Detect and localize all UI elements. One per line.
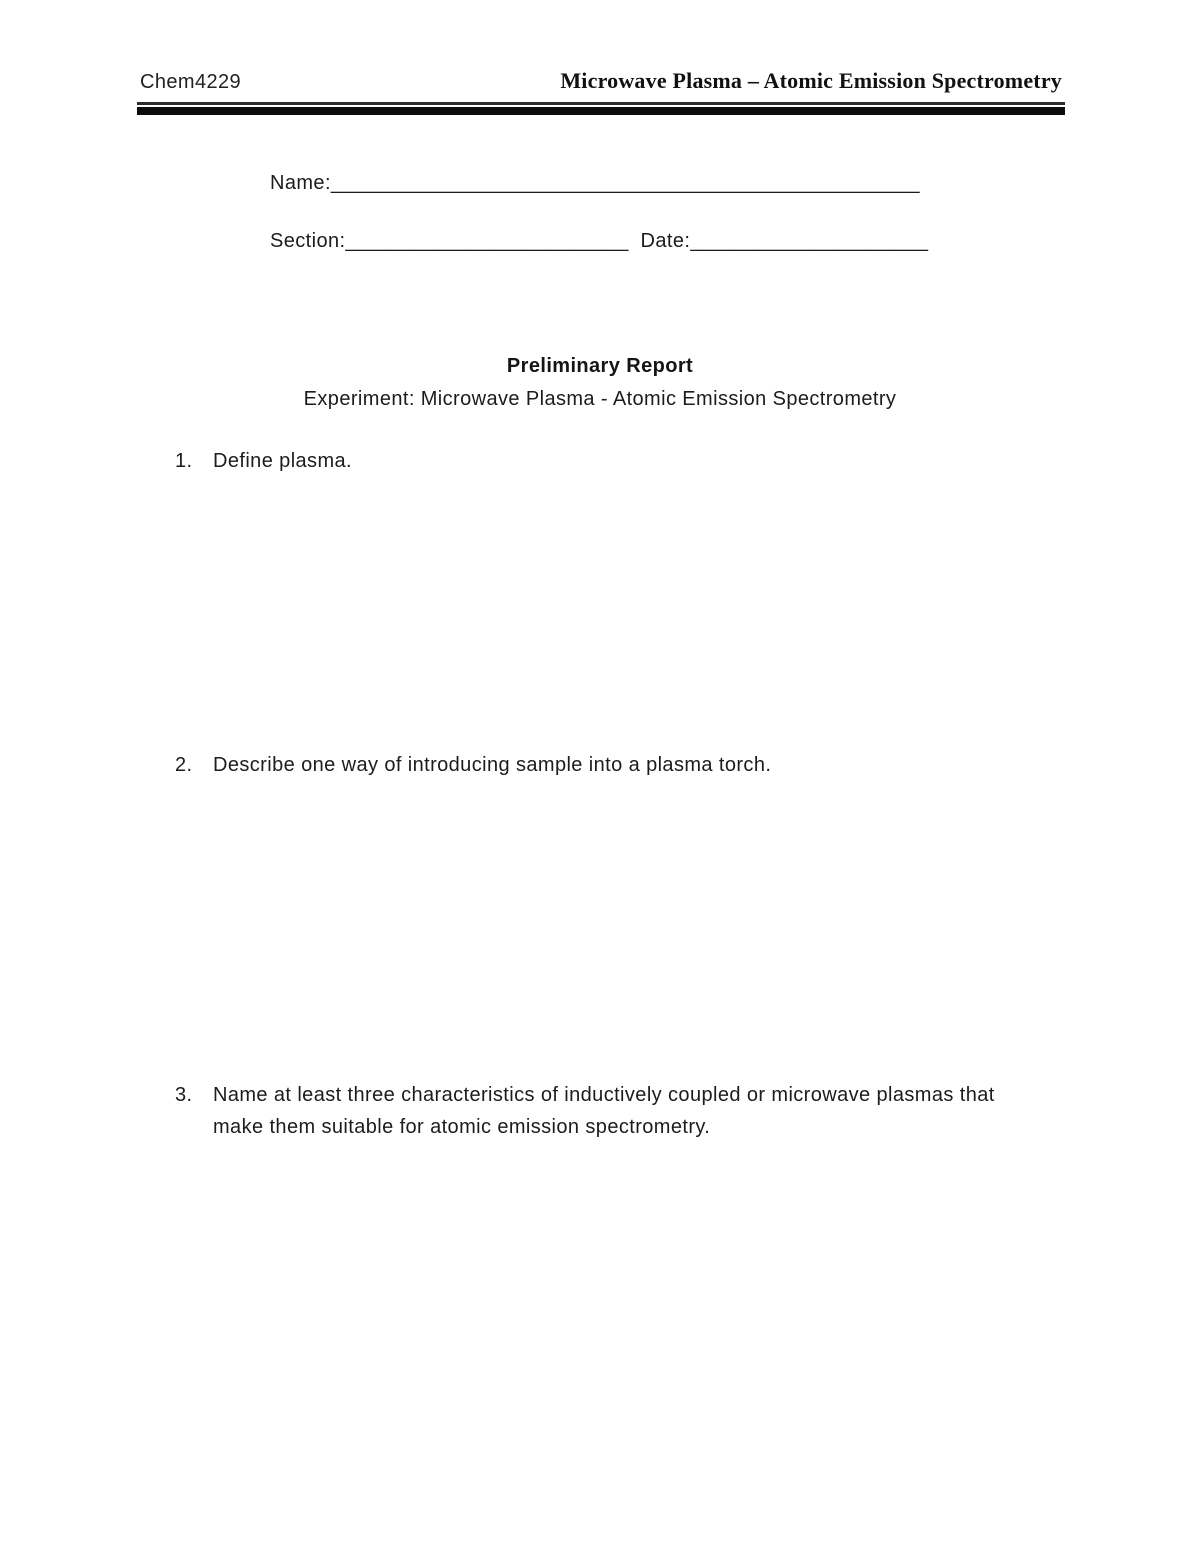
course-code: Chem4229 [140, 71, 242, 93]
question-2-number: 2. [175, 754, 193, 776]
divider-thick-line [137, 107, 1065, 115]
question-2-text: Describe one way of introducing sample into a plasma torch. [213, 754, 772, 776]
student-info-form [270, 172, 1060, 256]
question-item-3 [175, 1079, 1080, 1143]
question-1-text: Define plasma. [213, 450, 352, 472]
section-blank-field[interactable]: _________________________ [345, 230, 629, 252]
question-item-1 [175, 445, 1080, 477]
question-item-2 [175, 749, 1080, 781]
page-header [140, 68, 1062, 94]
section-label: Section: [270, 230, 346, 252]
name-blank-field[interactable]: ____________________________________________________ [330, 172, 920, 194]
date-blank-field[interactable]: _____________________ [690, 230, 929, 252]
name-row [270, 172, 1060, 198]
question-3-number: 3. [175, 1084, 193, 1106]
question-1-number: 1. [175, 450, 193, 472]
question-3-text: Name at least three characteristics of inductively coupled or microwave plasmas that make them suitable for atomic emission spectrometry. [213, 1084, 995, 1138]
header-divider [137, 102, 1065, 115]
report-title: Preliminary Report [506, 355, 694, 377]
document-title: Microwave Plasma – Atomic Emission Spectrometry [560, 68, 1062, 93]
experiment-subtitle: Experiment: Microwave Plasma - Atomic Emission Spectrometry [303, 388, 897, 410]
name-label: Name: [270, 172, 331, 194]
question-list [175, 445, 1080, 1143]
report-title-block [0, 355, 1200, 411]
date-label: Date: [640, 230, 691, 252]
section-date-row [270, 230, 1060, 256]
